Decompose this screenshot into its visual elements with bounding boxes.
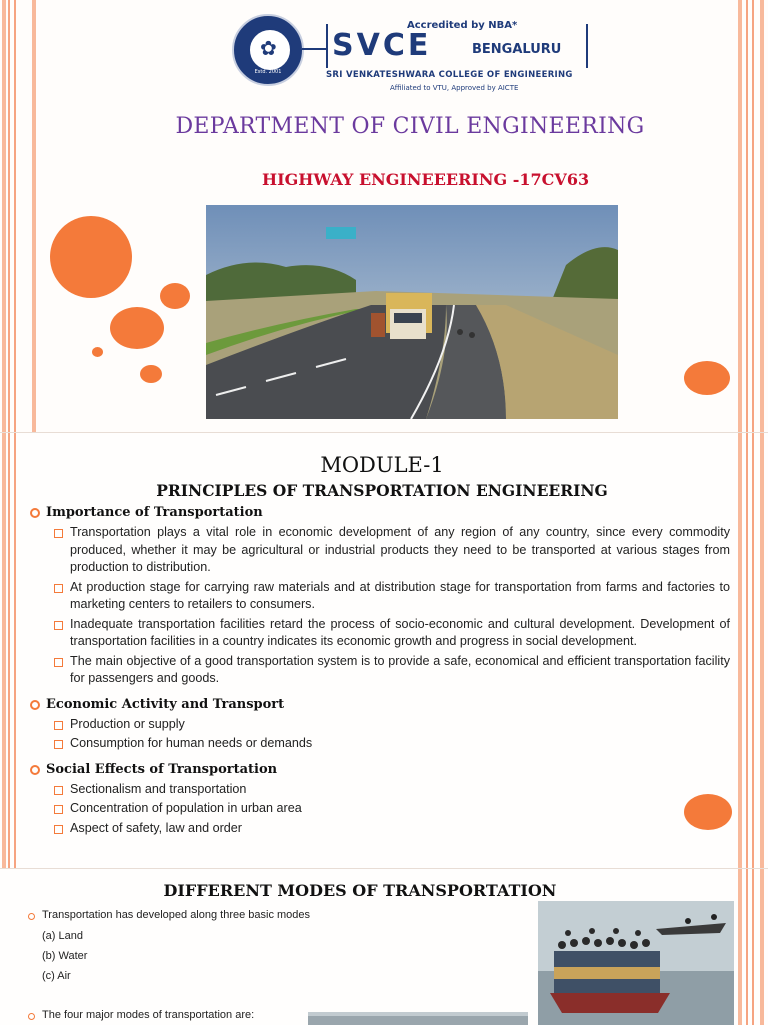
accreditation-text: Accredited by NBA* xyxy=(407,20,518,31)
mode-item: (a) Land xyxy=(42,930,83,942)
four-major-modes: The four major modes of transportation are: xyxy=(42,1009,255,1021)
section-heading: Economic Activity and Transport xyxy=(30,696,730,714)
mode-item: (c) Air xyxy=(42,970,71,982)
transport-photo-strip xyxy=(308,1011,528,1025)
list-item: The main objective of a good transportation system is to provide a safe, economical and efficient transportation facility for passengers and goods. xyxy=(30,653,730,688)
seal-label: SVCE xyxy=(257,60,279,68)
seal-established: Estd. 2001 xyxy=(254,69,282,75)
section-heading: Importance of Transportation xyxy=(30,504,730,522)
decorative-stripe xyxy=(760,0,764,432)
modes-slide xyxy=(0,868,768,1025)
decorative-stripe xyxy=(752,869,754,1025)
decorative-circle xyxy=(684,361,730,395)
decorative-circle xyxy=(92,347,103,357)
mode-item: (b) Water xyxy=(42,950,88,962)
crowded-boat-photo xyxy=(538,901,734,1025)
decorative-circle xyxy=(50,216,132,298)
module-title: MODULE-1 xyxy=(320,453,444,477)
module-slide xyxy=(0,432,768,868)
decorative-stripe xyxy=(752,0,754,432)
list-item: At production stage for carrying raw materials and at distribution stage for transportation from farms and factories to marketing centers to retailers to consumers. xyxy=(30,579,730,614)
highway-photo xyxy=(206,205,618,419)
college-city: BENGALURU xyxy=(472,42,562,57)
department-title: DEPARTMENT OF CIVIL ENGINEERING xyxy=(175,114,645,139)
list-item: Consumption for human needs or demands xyxy=(30,735,730,753)
college-full-name: SRI VENKATESHWARA COLLEGE OF ENGINEERING xyxy=(326,70,573,80)
college-seal-icon: ✿ SVCE Estd. 2001 xyxy=(232,14,304,86)
list-item: Sectionalism and transportation xyxy=(30,781,730,799)
list-item: Inadequate transportation facilities retard the process of socio-economic and cultural development. Development of transportation facilities in a country indicates its economic growth and progress in social development. xyxy=(30,616,730,651)
decorative-stripe xyxy=(760,869,764,1025)
decorative-stripe xyxy=(2,0,6,432)
decorative-stripe xyxy=(14,0,16,432)
decorative-circle xyxy=(160,283,190,309)
decorative-stripe xyxy=(32,0,36,432)
college-affiliation: Affiliated to VTU, Approved by AICTE xyxy=(390,84,519,92)
college-logo xyxy=(232,14,588,94)
section-heading: Social Effects of Transportation xyxy=(30,761,730,779)
module-heading: PRINCIPLES OF TRANSPORTATION ENGINEERING xyxy=(156,481,608,500)
bullet-icon xyxy=(28,913,35,920)
decorative-stripe xyxy=(746,869,748,1025)
decorative-circle xyxy=(140,365,162,383)
decorative-stripe xyxy=(738,869,742,1025)
module-content xyxy=(30,501,730,837)
bullet-icon xyxy=(28,1013,35,1020)
modes-intro: Transportation has developed along three basic modes xyxy=(42,909,311,921)
title-slide xyxy=(0,0,768,432)
modes-heading: DIFFERENT MODES OF TRANSPORTATION xyxy=(163,881,557,900)
list-item: Production or supply xyxy=(30,716,730,734)
decorative-stripe xyxy=(738,0,742,432)
decorative-stripe xyxy=(746,0,748,432)
list-item: Concentration of population in urban area xyxy=(30,800,730,818)
list-item: Transportation plays a vital role in economic development of any region of any country, since every commodity produced, whether it may be agricultural or industrial products they need to be transported at various stages from production to distribution. xyxy=(30,524,730,577)
college-name: SVCE xyxy=(332,28,432,63)
decorative-circle xyxy=(110,307,164,349)
list-item: Aspect of safety, law and order xyxy=(30,820,730,838)
course-title: HIGHWAY ENGINEEERING -17CV63 xyxy=(262,170,590,189)
decorative-stripe xyxy=(8,0,10,432)
